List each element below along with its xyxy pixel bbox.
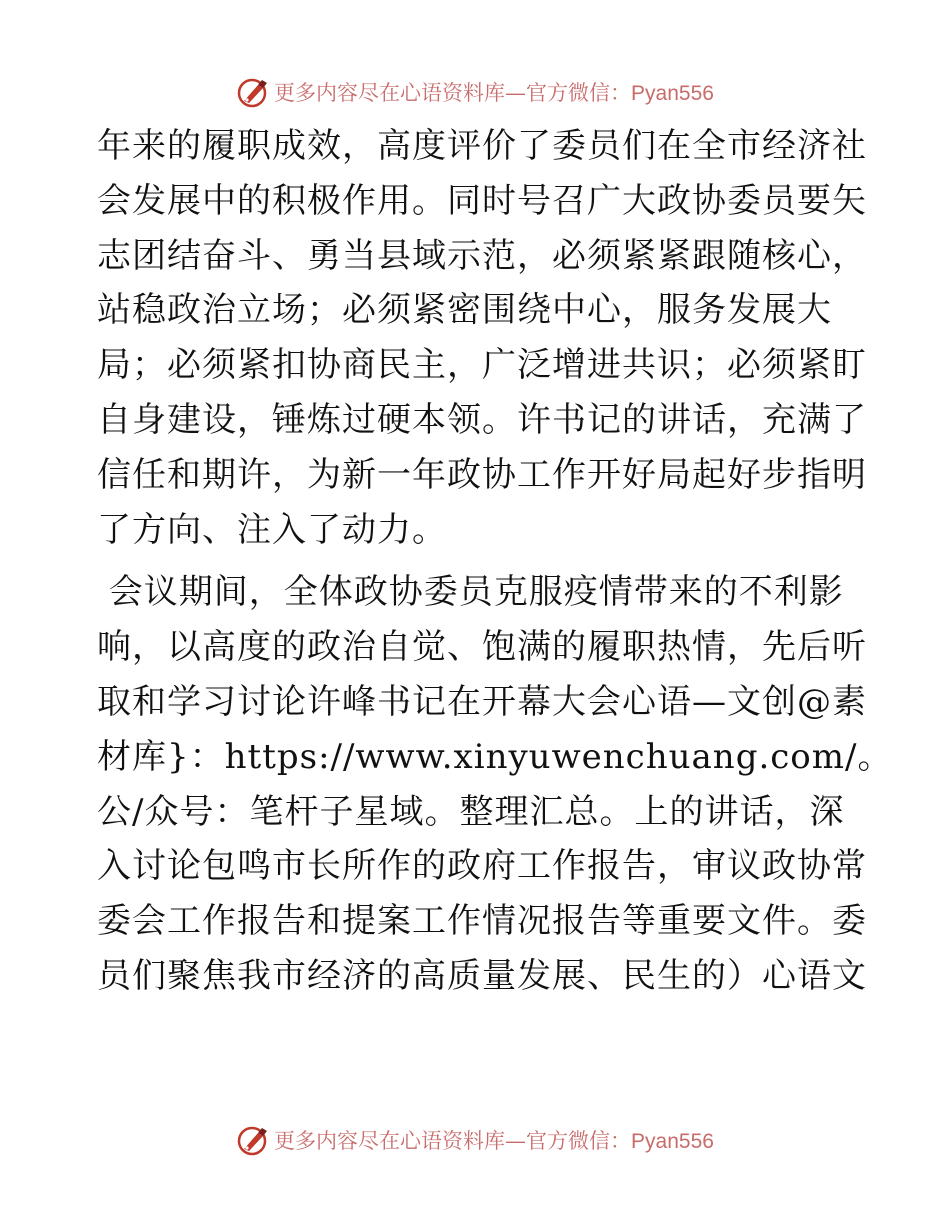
watermark-main: 更多内容尽在心语资料库 — [274, 1129, 506, 1153]
text-line: 会议期间，全体政协委员克服疫情带来的不利影 — [97, 572, 844, 613]
footer-watermark — [0, 1120, 950, 1160]
pen-logo-icon — [236, 1123, 270, 1157]
text-line: 站稳政治立场；必须紧密围绕中心，服务发展大 — [97, 290, 832, 331]
watermark-dash: — — [505, 1129, 527, 1153]
text-line: 自身建设，锤炼过硬本领。许书记的讲话，充满了 — [97, 399, 867, 440]
text-line: 会发展中的积极作用。同时号召广大政协委员要矢 — [97, 180, 867, 221]
paragraph-1 — [97, 119, 867, 557]
text-line: 年来的履职成效，高度评价了委员们在全市经济社 — [97, 126, 867, 166]
text-line: 材库}：https://www.xinyuwenchuang.com/。 — [97, 736, 893, 777]
text-line: 委会工作报告和提案工作情况报告等重要文件。委 — [97, 901, 867, 942]
watermark-main: 更多内容尽在心语资料库 — [274, 81, 506, 105]
text-line: 信任和期许，为新一年政协工作开好局起好步指明 — [97, 454, 867, 495]
watermark-handle: Pyan556 — [631, 82, 714, 105]
text-line: 取和学习讨论许峰书记在开幕大会心语—文创@素 — [97, 681, 867, 722]
text-line: 志团结奋斗、勇当县域示范，必须紧紧跟随核心， — [97, 235, 867, 276]
watermark-handle: Pyan556 — [631, 1130, 714, 1153]
text-line: 响，以高度的政治自觉、饱满的履职热情，先后听 — [97, 627, 867, 668]
watermark-dash: — — [505, 81, 527, 105]
text-line: 公/众号：笔杆子星域。整理汇总。上的讲话，深 — [97, 791, 845, 832]
text-line: 员们聚焦我市经济的高质量发展、民生的）心语文 — [97, 955, 867, 996]
document-body — [97, 119, 893, 1004]
text-line: 入讨论包鸣市长所作的政府工作报告，审议政协常 — [97, 846, 867, 887]
text-line: 局；必须紧扣协商民主，广泛增进共识；必须紧盯 — [97, 345, 867, 386]
watermark-label: 官方微信： — [526, 1129, 632, 1153]
pen-logo-icon — [236, 75, 270, 109]
watermark-label: 官方微信： — [526, 81, 632, 105]
watermark-text — [274, 77, 714, 107]
paragraph-2 — [97, 565, 893, 1003]
header-watermark — [0, 72, 950, 112]
text-line: 了方向、注入了动力。 — [97, 509, 447, 550]
paragraph-gap — [97, 557, 857, 565]
watermark-text — [274, 1125, 714, 1155]
